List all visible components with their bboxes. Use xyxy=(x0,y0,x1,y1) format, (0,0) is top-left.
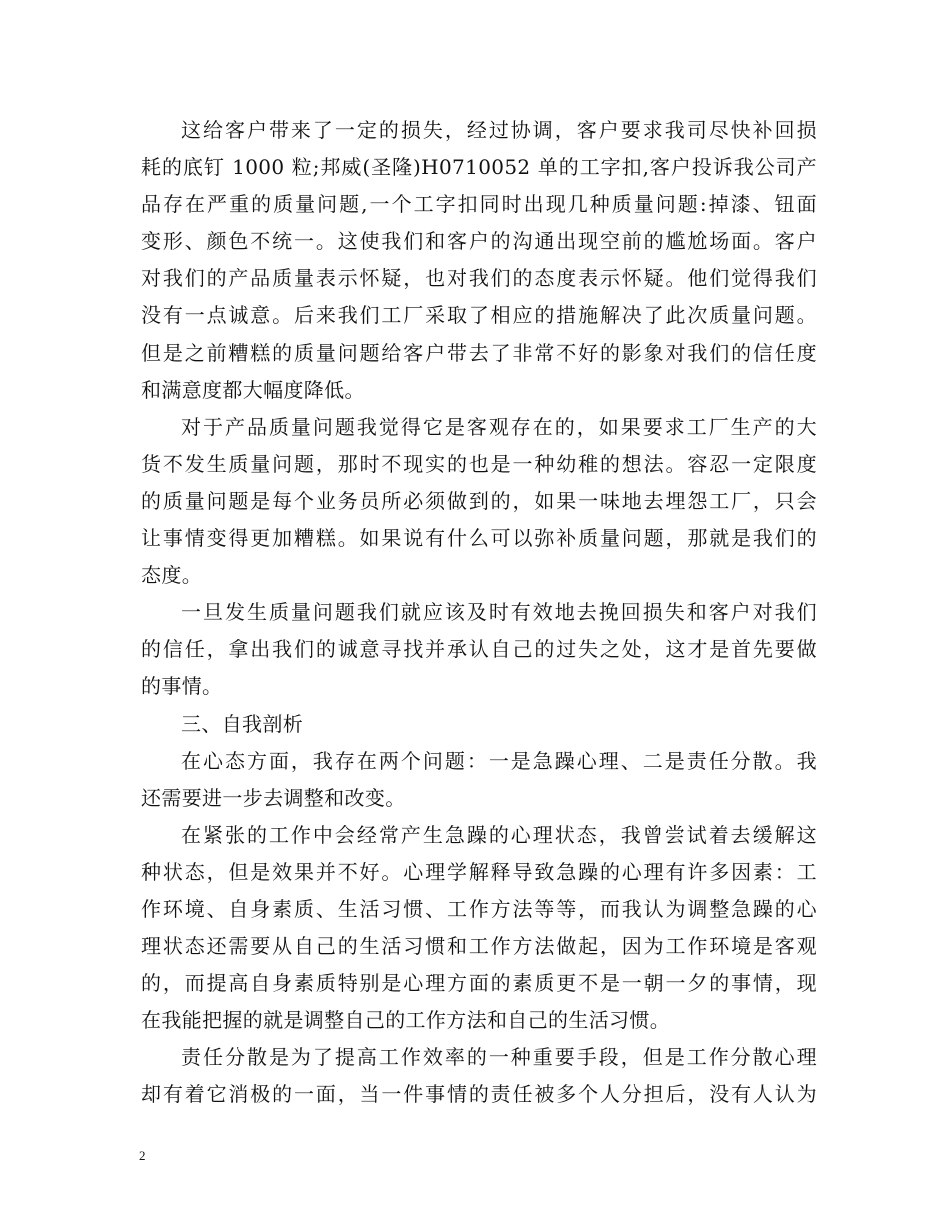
text-line: 品存在严重的质量问题,一个工字扣同时出现几种质量问题:掉漆、钮面 xyxy=(141,192,817,217)
text-line: 却有着它消极的一面，当一件事情的责任被多个人分担后，没有人认为 xyxy=(141,1082,817,1107)
text-line: 没有一点诚意。后来我们工厂采取了相应的措施解决了此次质量问题。 xyxy=(141,303,817,328)
text-line: 耗的底钉 1000 粒;邦威(圣隆)H0710052 单的工字扣,客户投诉我公司产 xyxy=(141,155,817,180)
text-line: 让事情变得更加糟糕。如果说有什么可以弥补质量问题，那就是我们的 xyxy=(141,526,817,551)
text-line: 变形、颜色不统一。这使我们和客户的沟通出现空前的尴尬场面。客户 xyxy=(141,229,817,254)
text-line: 的事情。 xyxy=(141,674,223,699)
text-line: 的信任，拿出我们的诚意寻找并承认自己的过失之处，这才是首先要做 xyxy=(141,637,817,662)
section-heading: 三、自我剖析 xyxy=(181,711,304,736)
text-line: 和满意度都大幅度降低。 xyxy=(141,377,365,402)
text-line: 理状态还需要从自己的生活习惯和工作方法做起，因为工作环境是客观 xyxy=(141,934,817,959)
text-line: 在紧张的工作中会经常产生急躁的心理状态，我曾尝试着去缓解这 xyxy=(181,822,817,847)
text-line: 货不发生质量问题，那时不现实的也是一种幼稚的想法。容忍一定限度 xyxy=(141,451,817,476)
text-line: 作环境、自身素质、生活习惯、工作方法等等，而我认为调整急躁的心 xyxy=(141,896,817,921)
text-line: 但是之前糟糕的质量问题给客户带去了非常不好的影象对我们的信任度 xyxy=(141,340,817,365)
document-body xyxy=(141,112,817,1114)
text-line: 责任分散是为了提高工作效率的一种重要手段，但是工作分散心理 xyxy=(181,1045,817,1070)
text-line: 对于产品质量问题我觉得它是客观存在的，如果要求工厂生产的大 xyxy=(181,414,817,439)
page-number: 2 xyxy=(139,1148,146,1163)
text-line: 这给客户带来了一定的损失，经过协调，客户要求我司尽快补回损 xyxy=(181,118,817,142)
text-line: 一旦发生质量问题我们就应该及时有效地去挽回损失和客户对我们 xyxy=(181,600,817,625)
text-line: 的质量问题是每个业务员所必须做到的，如果一味地去埋怨工厂，只会 xyxy=(141,488,817,513)
text-line: 的，而提高自身素质特别是心理方面的素质更不是一朝一夕的事情，现 xyxy=(141,971,817,996)
text-line: 在我能把握的就是调整自己的工作方法和自己的生活习惯。 xyxy=(141,1008,671,1033)
text-line: 对我们的产品质量表示怀疑，也对我们的态度表示怀疑。他们觉得我们 xyxy=(141,266,817,291)
text-line: 还需要进一步去调整和改变。 xyxy=(141,785,406,810)
text-line: 种状态，但是效果并不好。心理学解释导致急躁的心理有许多因素：工 xyxy=(141,859,817,884)
text-line: 态度。 xyxy=(141,563,203,588)
text-line: 在心态方面，我存在两个问题：一是急躁心理、二是责任分散。我 xyxy=(181,748,817,773)
